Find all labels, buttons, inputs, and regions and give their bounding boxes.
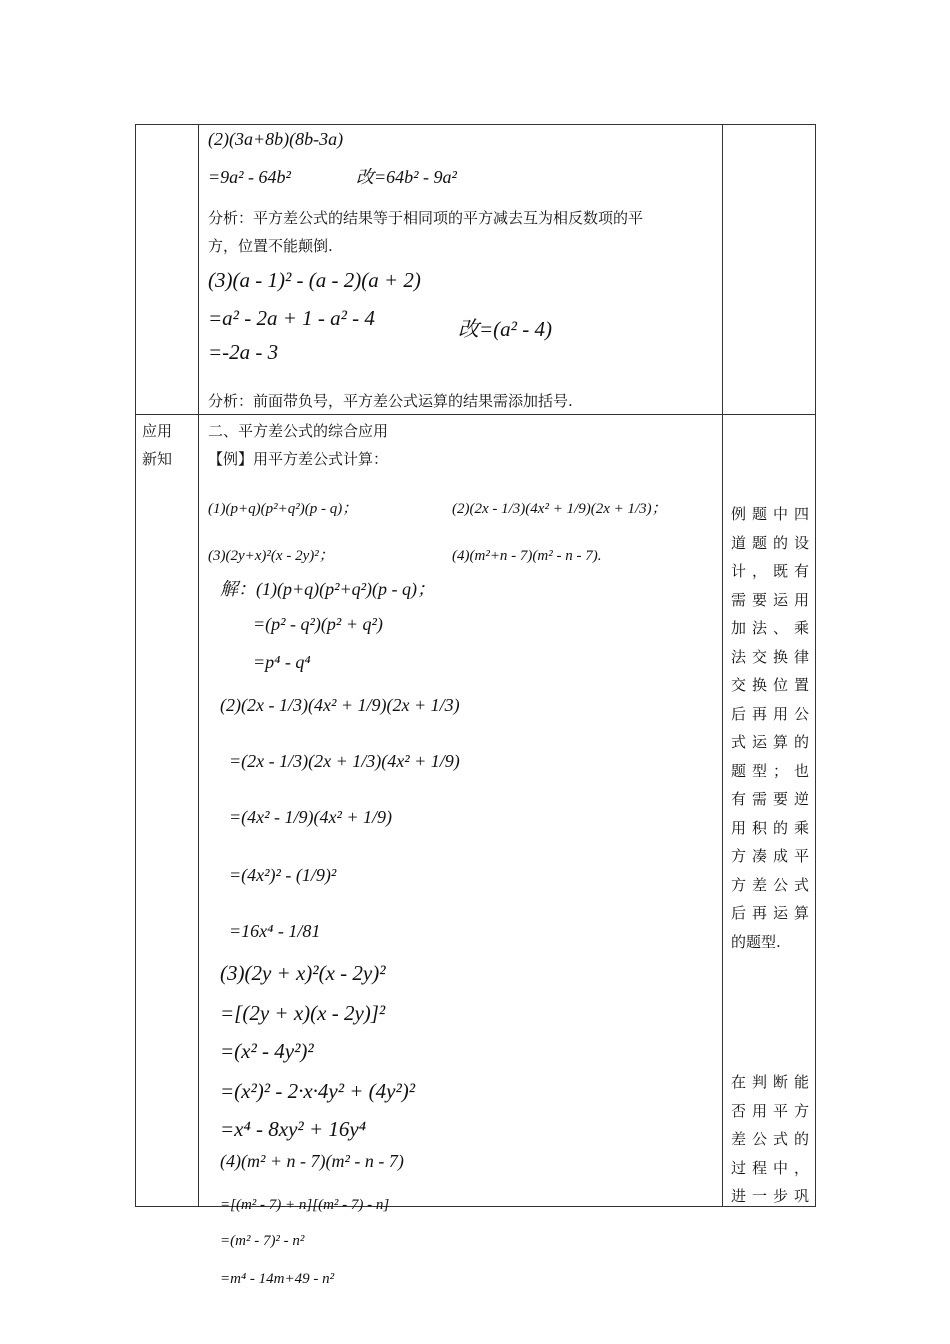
side-note-1-line: 需要运用 <box>731 590 809 609</box>
side-note-2-line: 在判断能 <box>731 1073 809 1091</box>
problem-3-step-1: =a² - 2a + 1 - a² - 4 <box>208 306 375 330</box>
side-note-2-line: 否用平方 <box>731 1101 809 1120</box>
problem-3-expression: (3)(a - 1)² - (a - 2)(a + 2) <box>208 268 421 292</box>
question-1: (1)(p+q)(p²+q²)(p - q)； <box>208 501 358 517</box>
side-note-1-line: 的题型. <box>731 932 781 951</box>
table-col-divider-1 <box>198 124 199 1207</box>
question-3: (3)(2y+x)²(x - 2y)²； <box>208 548 334 564</box>
side-note-2-line: 差公式的 <box>731 1130 809 1148</box>
solution-2-step-1: (2)(2x - 1/3)(4x² + 1/9)(2x + 1/3) <box>220 695 460 715</box>
solution-4-step-4: =m⁴ - 14m+49 - n² <box>220 1271 335 1287</box>
solution-1-step-3: =p⁴ - q⁴ <box>253 652 311 672</box>
side-note-2-line: 进一步巩 <box>731 1187 809 1205</box>
section-label <box>142 417 172 473</box>
side-note-2-line: 过程中， <box>731 1158 809 1177</box>
side-note-1-line: 题型；也 <box>731 761 809 780</box>
side-note-1-line: 方差公式 <box>731 875 809 894</box>
side-note-2 <box>731 1068 809 1211</box>
side-note-1-line: 例题中四 <box>731 505 809 523</box>
solution-2-step-4: =(4x²)² - (1/9)² <box>229 865 337 885</box>
side-note-1-line: 有需要逆 <box>731 790 809 808</box>
side-note-1-line: 后再运算 <box>731 904 809 922</box>
side-note-1-line: 法交换律 <box>731 647 809 666</box>
side-note-1-line: 交换位置 <box>731 676 809 694</box>
side-note-1-line: 计，既有 <box>731 562 809 580</box>
solution-3-step-2: =[(2y + x)(x - 2y)]² <box>220 1001 386 1025</box>
problem-2-wrong-result: =9a² - 64b² <box>208 167 291 187</box>
section-heading: 二、平方差公式的综合应用 <box>208 422 389 440</box>
analysis-2: 分析：前面带负号，平方差公式运算的结果需添加括号. <box>208 392 573 410</box>
solution-4-step-2: =[(m² - 7) + n][(m² - 7) - n] <box>220 1197 390 1213</box>
section-label-line-2: 新知 <box>142 450 173 468</box>
side-note-1-line: 加法、乘 <box>731 619 809 637</box>
table-col-divider-2 <box>722 124 723 1207</box>
solution-2-step-3: =(4x² - 1/9)(4x² + 1/9) <box>229 807 393 827</box>
side-note-1 <box>731 500 809 956</box>
side-note-1-line: 用积的乘 <box>731 818 809 837</box>
problem-2-expression: (2)(3a+8b)(8b-3a) <box>208 129 344 149</box>
table-left-border <box>135 124 136 1207</box>
solution-1-step-2: =(p² - q²)(p² + q²) <box>253 614 383 634</box>
analysis-1-line-1: 分析：平方差公式的结果等于相同项的平方减去互为相反数项的平 <box>208 209 644 227</box>
problem-3-correction: 改=(a² - 4) <box>458 317 552 341</box>
side-note-1-line: 式运算的 <box>731 733 809 751</box>
solution-3-step-5: =x⁴ - 8xy² + 16y⁴ <box>220 1117 367 1141</box>
section-label-line-1: 应用 <box>142 422 173 440</box>
table-row-divider <box>135 414 816 415</box>
solution-2-step-2: =(2x - 1/3)(2x + 1/3)(4x² + 1/9) <box>229 751 460 771</box>
solution-3-step-1: (3)(2y + x)²(x - 2y)² <box>220 961 386 985</box>
problem-3-step-2: =-2a - 3 <box>208 340 279 364</box>
side-note-1-line: 后再用公 <box>731 704 809 723</box>
table-right-border <box>815 124 816 1207</box>
solution-2-step-5: =16x⁴ - 1/81 <box>229 921 321 941</box>
table-top-border <box>135 124 816 125</box>
example-intro: 【例】用平方差公式计算： <box>208 450 389 468</box>
solution-1-step-1: 解：(1)(p+q)(p²+q²)(p - q)； <box>220 579 436 599</box>
problem-2-correction: 改=64b² - 9a² <box>356 167 457 187</box>
solution-3-step-3: =(x² - 4y²)² <box>220 1039 314 1063</box>
side-note-1-line: 方凑成平 <box>731 847 809 865</box>
solution-3-step-4: =(x²)² - 2·x·4y² + (4y²)² <box>220 1079 416 1103</box>
question-2: (2)(2x - 1/3)(4x² + 1/9)(2x + 1/3)； <box>452 501 667 517</box>
side-note-1-line: 道题的设 <box>731 533 809 552</box>
question-4: (4)(m²+n - 7)(m² - n - 7). <box>452 548 602 564</box>
analysis-1-line-2: 方，位置不能颠倒. <box>208 237 333 255</box>
solution-4-step-3: =(m² - 7)² - n² <box>220 1233 305 1249</box>
solution-4-step-1: (4)(m² + n - 7)(m² - n - 7) <box>220 1151 404 1171</box>
